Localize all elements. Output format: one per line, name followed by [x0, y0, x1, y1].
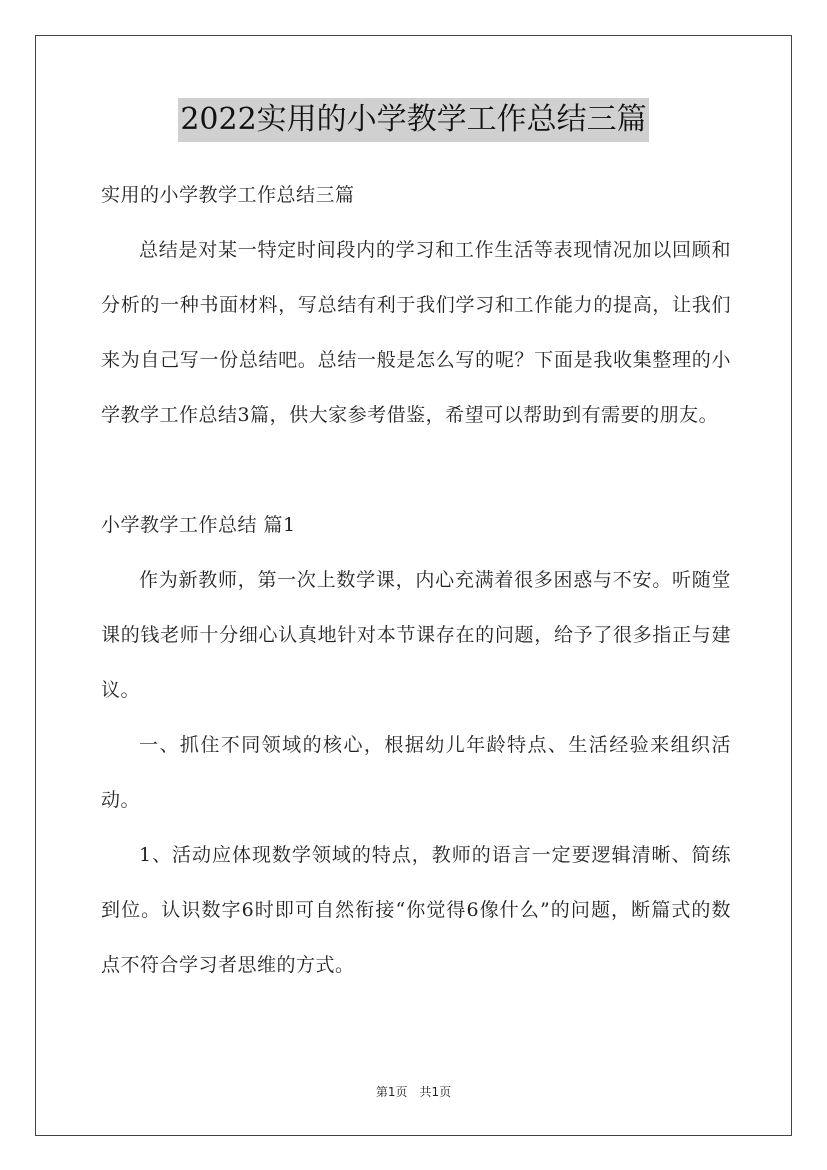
body-paragraph: 作为新教师，第一次上数学课，内心充满着很多困惑与不安。听随堂课的钱老师十分细心认真地针对本节课存在的问题，给予了很多指正与建议。	[101, 569, 731, 701]
intro-paragraph: 总结是对某一特定时间段内的学习和工作生活等表现情况加以回顾和分析的一种书面材料，写总结有利于我们学习和工作能力的提高，让我们来为自己写一份总结吧。总结一般是怎么写的呢？下面是我收集整理的小学教学工作总结3篇，供大家参考借鉴，希望可以帮助到有需要的朋友。	[101, 239, 731, 426]
body-paragraph: 一、抓住不同领域的核心，根据幼儿年龄特点、生活经验来组织活动。	[101, 734, 731, 811]
section-heading: 小学教学工作总结 篇1	[101, 514, 296, 536]
document-subtitle: 实用的小学教学工作总结三篇	[101, 184, 355, 206]
body-paragraph: 1、活动应体现数学领域的特点，教师的语言一定要逻辑清晰、简练到位。认识数字6时即可自然衔接“你觉得6像什么”的问题，断篇式的数点不符合学习者思维的方式。	[101, 844, 731, 976]
page-number-footer: 第1页 共1页	[375, 1085, 452, 1099]
document-title: 2022实用的小学教学工作总结三篇	[178, 98, 648, 142]
section-spacer	[101, 443, 731, 498]
document-body	[101, 168, 731, 993]
title-wrapper	[0, 98, 827, 142]
